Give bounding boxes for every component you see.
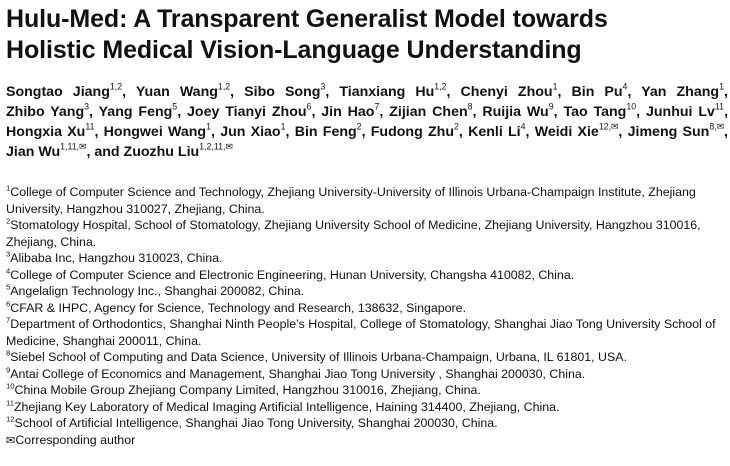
affiliation-3 bbox=[6, 250, 728, 267]
author-name: Jun Xiao bbox=[220, 124, 281, 140]
author-affiliation-mark: 3 bbox=[84, 101, 90, 112]
affiliation-number: 1 bbox=[6, 183, 11, 193]
envelope-icon: ✉ bbox=[6, 433, 16, 447]
corresponding-author-note bbox=[6, 432, 728, 450]
affiliation-text: Zhejiang Key Laboratory of Medical Imaging Artificial Intelligence, Haining 314400, Zhejiang, China. bbox=[13, 399, 560, 414]
author-affiliation-mark: 1,2 bbox=[109, 81, 123, 92]
author bbox=[321, 101, 384, 120]
affiliation-text: CFAR & IHPC, Agency for Science, Technology and Research, 138632, Singapore. bbox=[10, 300, 467, 315]
author-separator: , bbox=[627, 84, 632, 100]
author-name: Chenyi Zhou bbox=[460, 84, 553, 100]
affiliation-10 bbox=[6, 382, 728, 399]
author bbox=[641, 81, 728, 100]
author-name: Hongwei Wang bbox=[103, 124, 207, 140]
affiliation-number: 2 bbox=[6, 216, 11, 226]
affiliation-list bbox=[6, 184, 728, 449]
author bbox=[563, 101, 641, 120]
author-separator: , bbox=[325, 84, 330, 100]
affiliation-number: 7 bbox=[6, 315, 11, 325]
affiliation-11 bbox=[6, 399, 728, 416]
author-affiliation-mark: 3 bbox=[320, 81, 326, 92]
author-separator: , bbox=[724, 104, 729, 120]
author bbox=[370, 121, 463, 140]
author-conjunction: and bbox=[94, 144, 120, 160]
affiliation-number: 5 bbox=[6, 282, 11, 292]
author-separator: , bbox=[525, 124, 530, 140]
author bbox=[645, 101, 729, 120]
author-name: Jimeng Sun bbox=[627, 124, 710, 140]
affiliation-number: 9 bbox=[6, 364, 11, 374]
author-separator: , bbox=[553, 104, 558, 120]
corresponding-author-label: Corresponding author bbox=[15, 432, 136, 447]
author-separator: , bbox=[446, 84, 451, 100]
author-separator: , bbox=[458, 124, 463, 140]
affiliation-text: Antai College of Economics and Management, Shanghai Jiao Tong University , Shanghai 200030, China. bbox=[10, 366, 586, 381]
author bbox=[482, 101, 558, 120]
author-affiliation-mark: 2 bbox=[356, 121, 362, 132]
affiliation-number: 6 bbox=[6, 298, 11, 308]
affiliation-number: 3 bbox=[6, 249, 11, 259]
author-affiliation-mark: 8,✉ bbox=[709, 121, 725, 132]
author-affiliation-mark: 1,2,11,✉ bbox=[199, 141, 233, 152]
author-affiliation-mark: 11 bbox=[85, 121, 95, 132]
author-separator: , bbox=[285, 124, 290, 140]
author-affiliation-mark: 1 bbox=[552, 81, 558, 92]
author-name: Zhibo Yang bbox=[6, 104, 85, 120]
author-affiliation-mark: 4 bbox=[622, 81, 628, 92]
author-separator: , bbox=[379, 104, 384, 120]
title-line-1: Hulu-Med: A Transparent Generalist Model towards bbox=[6, 5, 608, 33]
author-separator: , bbox=[557, 84, 562, 100]
author-separator: , bbox=[361, 124, 366, 140]
affiliation-entries bbox=[6, 184, 728, 432]
title-line-2: Holistic Medical Vision-Language Understanding bbox=[6, 36, 582, 64]
author-affiliation-mark: 1,2 bbox=[217, 81, 231, 92]
author-affiliation-mark: 6 bbox=[306, 101, 312, 112]
author-name: Ruijia Wu bbox=[482, 104, 549, 120]
author-name: Bin Feng bbox=[294, 124, 357, 140]
author-name: Weidi Xie bbox=[534, 124, 599, 140]
paper-header bbox=[6, 4, 728, 449]
author-name: Jian Wu bbox=[6, 144, 61, 160]
author-affiliation-mark: 1,2 bbox=[434, 81, 447, 92]
author-separator: , bbox=[472, 104, 477, 120]
affiliation-text: Angelalign Technology Inc., Shanghai 200082, China. bbox=[10, 284, 305, 298]
author-affiliation-mark: 1,11,✉ bbox=[60, 141, 87, 152]
affiliation-text: Alibaba Inc, Hangzhou 310023, China. bbox=[10, 251, 223, 265]
author-separator: , bbox=[211, 124, 215, 140]
author-affiliation-mark: 12,✉ bbox=[598, 121, 619, 132]
author-separator: , bbox=[723, 84, 728, 100]
author-affiliation-mark: 4 bbox=[520, 121, 526, 132]
affiliation-text: College of Computer Science and Electronic Engineering, Hunan University, Changsha 410082, China. bbox=[10, 267, 575, 282]
affiliation-12 bbox=[6, 415, 728, 432]
affiliation-text: China Mobile Group Zhejiang Company Limited, Hangzhou 310016, Zhejiang, China. bbox=[14, 383, 481, 397]
author-separator: , bbox=[122, 84, 127, 100]
author-separator: , bbox=[618, 124, 623, 140]
paper-title bbox=[6, 4, 728, 66]
affiliation-text: Siebel School of Computing and Data Science, University of Illinois Urbana-Champaign, Urbana, IL 61801, USA. bbox=[10, 350, 627, 364]
author-name: Joey Tianyi Zhou bbox=[187, 104, 307, 120]
author-affiliation-mark: 9 bbox=[548, 101, 554, 112]
author-name: Zuozhu Liu bbox=[123, 144, 200, 160]
author bbox=[339, 81, 451, 100]
author-affiliation-mark: 2 bbox=[454, 121, 459, 132]
author bbox=[389, 101, 477, 120]
author bbox=[123, 141, 233, 160]
author-separator: , bbox=[311, 104, 316, 120]
author bbox=[98, 101, 182, 120]
author-affiliation-mark: 1 bbox=[206, 121, 211, 132]
author bbox=[220, 121, 290, 140]
author-name: Jin Hao bbox=[321, 104, 375, 120]
author bbox=[187, 101, 316, 120]
author bbox=[294, 121, 366, 140]
affiliation-5 bbox=[6, 283, 728, 300]
author-name: Hongxia Xu bbox=[6, 124, 86, 140]
author bbox=[534, 121, 623, 140]
affiliation-2 bbox=[6, 217, 728, 250]
author-affiliation-mark: 8 bbox=[467, 101, 473, 112]
affiliation-number: 12 bbox=[6, 414, 15, 424]
author-separator: , bbox=[177, 104, 182, 120]
author bbox=[460, 81, 562, 100]
author bbox=[6, 121, 99, 140]
author bbox=[571, 81, 632, 100]
author-separator: , bbox=[89, 104, 93, 120]
author-name: Bin Pu bbox=[571, 84, 623, 100]
author bbox=[6, 101, 93, 120]
author bbox=[6, 141, 91, 160]
author-separator: , bbox=[724, 124, 728, 140]
author bbox=[627, 121, 728, 140]
affiliation-8 bbox=[6, 349, 728, 366]
affiliation-4 bbox=[6, 267, 728, 284]
author-name: Sibo Song bbox=[244, 84, 321, 100]
affiliation-number: 11 bbox=[6, 397, 14, 407]
author-separator: , bbox=[86, 144, 91, 160]
author-name: Tianxiang Hu bbox=[339, 84, 435, 100]
author-affiliation-mark: 1 bbox=[719, 81, 724, 92]
author-name: Songtao Jiang bbox=[6, 84, 110, 100]
author-name: Junhui Lv bbox=[645, 104, 715, 120]
author bbox=[103, 121, 215, 140]
affiliation-text: Department of Orthodontics, Shanghai Ninth People’s Hospital, College of Stomatology, Shanghai Jiao Tong University School of Medicine, Shanghai 200011, China. bbox=[6, 317, 716, 348]
affiliation-text: College of Computer Science and Technology, Zhejiang University-University of Illinois Urbana-Champaign Institute, Zhejiang University, Hangzhou 310027, Zhejiang, China. bbox=[6, 185, 696, 216]
affiliation-9 bbox=[6, 366, 728, 383]
author-name: Kenli Li bbox=[468, 124, 521, 140]
author-name: Yang Feng bbox=[98, 104, 173, 120]
author-affiliation-mark: 11 bbox=[714, 101, 725, 112]
author-name: Fudong Zhu bbox=[370, 124, 454, 140]
author-separator: , bbox=[230, 84, 235, 100]
author-affiliation-mark: 5 bbox=[172, 101, 178, 112]
author-affiliation-mark: 1 bbox=[280, 121, 286, 132]
author-affiliation-mark: 7 bbox=[374, 101, 380, 112]
affiliation-number: 10 bbox=[6, 381, 15, 391]
author-name: Zijian Chen bbox=[389, 104, 468, 120]
author bbox=[135, 81, 235, 100]
author-name: Yan Zhang bbox=[641, 84, 720, 100]
affiliation-7 bbox=[6, 316, 728, 349]
affiliation-number: 8 bbox=[6, 348, 11, 358]
author-separator: , bbox=[94, 124, 99, 140]
author-name: Yuan Wang bbox=[135, 84, 218, 100]
affiliation-1 bbox=[6, 184, 728, 217]
author bbox=[244, 81, 330, 100]
affiliation-6 bbox=[6, 300, 728, 317]
affiliation-number: 4 bbox=[6, 265, 11, 275]
author-separator: , bbox=[636, 104, 641, 120]
author-affiliation-mark: 10 bbox=[626, 101, 637, 112]
author bbox=[468, 121, 530, 140]
affiliation-text: School of Artificial Intelligence, Shanghai Jiao Tong University, Shanghai 200030, China. bbox=[14, 416, 498, 430]
author-list bbox=[6, 82, 728, 162]
author bbox=[6, 81, 127, 100]
affiliation-text: Stomatology Hospital, School of Stomatology, Zhejiang University School of Medicine, Zhejiang University, Hangzhou 310016, Zhejiang, China. bbox=[6, 218, 701, 249]
author-name: Tao Tang bbox=[563, 104, 627, 120]
